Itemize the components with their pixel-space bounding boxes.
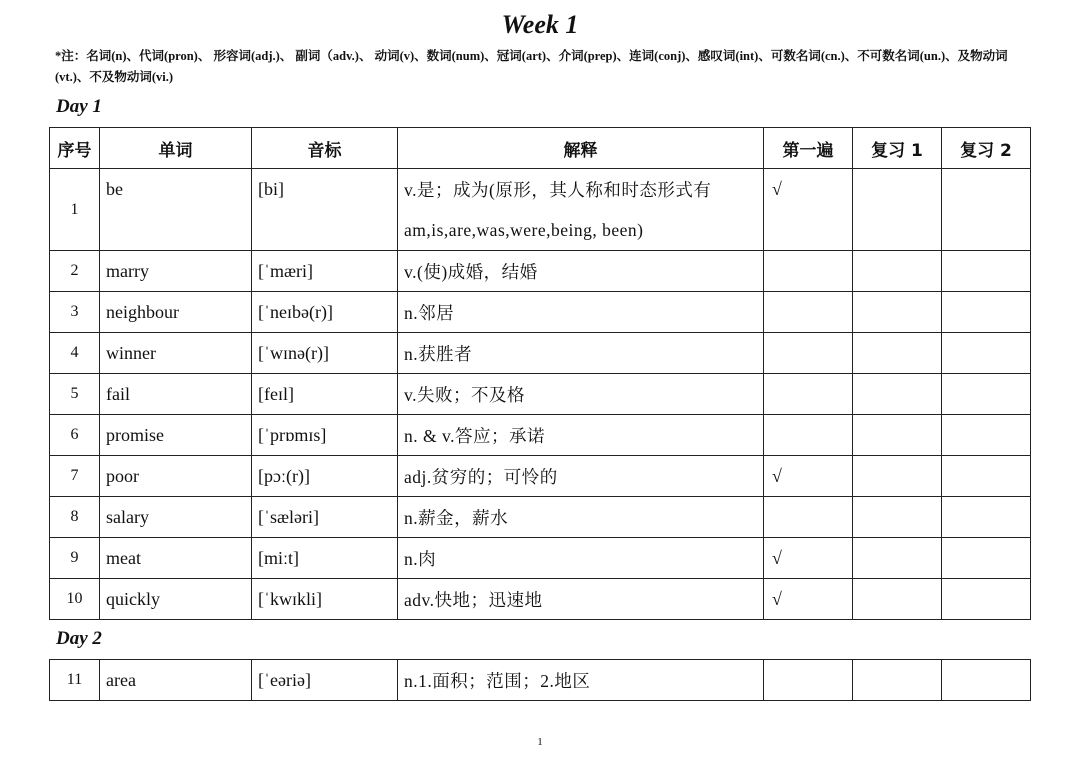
row-meaning: adj.贫穷的；可怜的 [398,456,764,497]
table-header-row [50,128,1031,169]
row-word: marry [100,251,252,292]
review-1-cell [853,660,942,701]
row-meaning: v.(使)成婚，结婚 [398,251,764,292]
row-word: poor [100,456,252,497]
table-row [50,333,1031,374]
review-2-cell [942,497,1031,538]
review-2-cell [942,538,1031,579]
table-row [50,415,1031,456]
row-number: 5 [50,374,100,415]
row-meaning: n.1.面积；范围；2.地区 [398,660,764,701]
row-meaning: n.薪金，薪水 [398,497,764,538]
table-row [50,456,1031,497]
first-pass-check [764,251,853,292]
row-phonetic: [ˈneɪbə(r)] [252,292,398,333]
table-row [50,374,1031,415]
row-number: 8 [50,497,100,538]
first-pass-check [764,660,853,701]
row-number: 9 [50,538,100,579]
first-pass-check: √ [764,579,853,620]
row-number: 7 [50,456,100,497]
page-number: 1 [537,736,543,748]
row-number: 6 [50,415,100,456]
review-1-cell [853,374,942,415]
row-number: 2 [50,251,100,292]
first-pass-check [764,415,853,456]
first-pass-check [764,374,853,415]
row-number: 3 [50,292,100,333]
row-word: salary [100,497,252,538]
row-phonetic: [ˈkwɪkli] [252,579,398,620]
review-1-cell [853,538,942,579]
row-meaning: n. & v.答应；承诺 [398,415,764,456]
review-1-cell [853,456,942,497]
row-phonetic: [pɔː(r)] [252,456,398,497]
table-row [50,579,1031,620]
row-meaning [398,169,764,251]
row-word: quickly [100,579,252,620]
header-review-1: 复习 1 [853,128,942,169]
review-1-cell [853,333,942,374]
abbreviation-note: *注：名词(n)、代词(pron)、 形容词(adj.)、 副词（adv.)、 动词(v)、数词(num)、冠词(art)、介词(prep)、连词(conj)、感叹词(int)、可数名词(cn.)、不可数名词(un.)、及物动词(vt.)、不及物动词(vi.) [55,49,1008,84]
review-2-cell [942,292,1031,333]
table-row [50,169,1031,251]
row-word: neighbour [100,292,252,333]
first-pass-check: √ [764,169,853,251]
row-word: winner [100,333,252,374]
header-number: 序号 [50,128,100,169]
day-2-heading: Day 2 [56,628,102,649]
review-1-cell [853,497,942,538]
review-2-cell [942,251,1031,292]
first-pass-check: √ [764,456,853,497]
row-meaning: v.失败；不及格 [398,374,764,415]
first-pass-check [764,333,853,374]
first-pass-check [764,497,853,538]
row-meaning: adv.快地；迅速地 [398,579,764,620]
row-meaning-line-1: v.是；成为(原形，其人称和时态形式有 [404,179,712,200]
table-row [50,497,1031,538]
row-word: be [100,169,252,251]
row-number: 1 [50,169,100,251]
table-row [50,660,1031,701]
row-word: area [100,660,252,701]
row-phonetic: [ˈsæləri] [252,497,398,538]
row-meaning-line-2: am,is,are,was,were,being, been) [404,219,644,240]
row-phonetic: [ˈmæri] [252,251,398,292]
row-word: promise [100,415,252,456]
review-1-cell [853,415,942,456]
row-meaning: n.邻居 [398,292,764,333]
review-1-cell [853,292,942,333]
row-phonetic: [ˈeəriə] [252,660,398,701]
row-phonetic: [ˈprɒmɪs] [252,415,398,456]
review-2-cell [942,660,1031,701]
review-1-cell [853,251,942,292]
header-meaning: 解释 [398,128,764,169]
header-first-pass: 第一遍 [764,128,853,169]
row-number: 4 [50,333,100,374]
header-review-2: 复习 2 [942,128,1031,169]
review-2-cell [942,415,1031,456]
header-phonetic: 音标 [252,128,398,169]
table-row [50,251,1031,292]
review-1-cell [853,579,942,620]
row-number: 11 [50,660,100,701]
first-pass-check: √ [764,538,853,579]
first-pass-check [764,292,853,333]
review-2-cell [942,374,1031,415]
row-phonetic: [feɪl] [252,374,398,415]
row-meaning: n.获胜者 [398,333,764,374]
row-word: fail [100,374,252,415]
vocab-table-day-2 [49,659,1031,701]
table-row [50,292,1031,333]
review-2-cell [942,333,1031,374]
row-phonetic: [miːt] [252,538,398,579]
review-2-cell [942,579,1031,620]
table-row [50,538,1031,579]
row-phonetic: [ˈwɪnə(r)] [252,333,398,374]
page-title: Week 1 [501,10,579,39]
row-phonetic: [bi] [252,169,398,251]
day-1-heading: Day 1 [56,96,102,117]
vocab-table-day-1 [49,127,1031,620]
review-2-cell [942,456,1031,497]
row-meaning: n.肉 [398,538,764,579]
header-word: 单词 [100,128,252,169]
row-number: 10 [50,579,100,620]
review-2-cell [942,169,1031,251]
review-1-cell [853,169,942,251]
row-word: meat [100,538,252,579]
